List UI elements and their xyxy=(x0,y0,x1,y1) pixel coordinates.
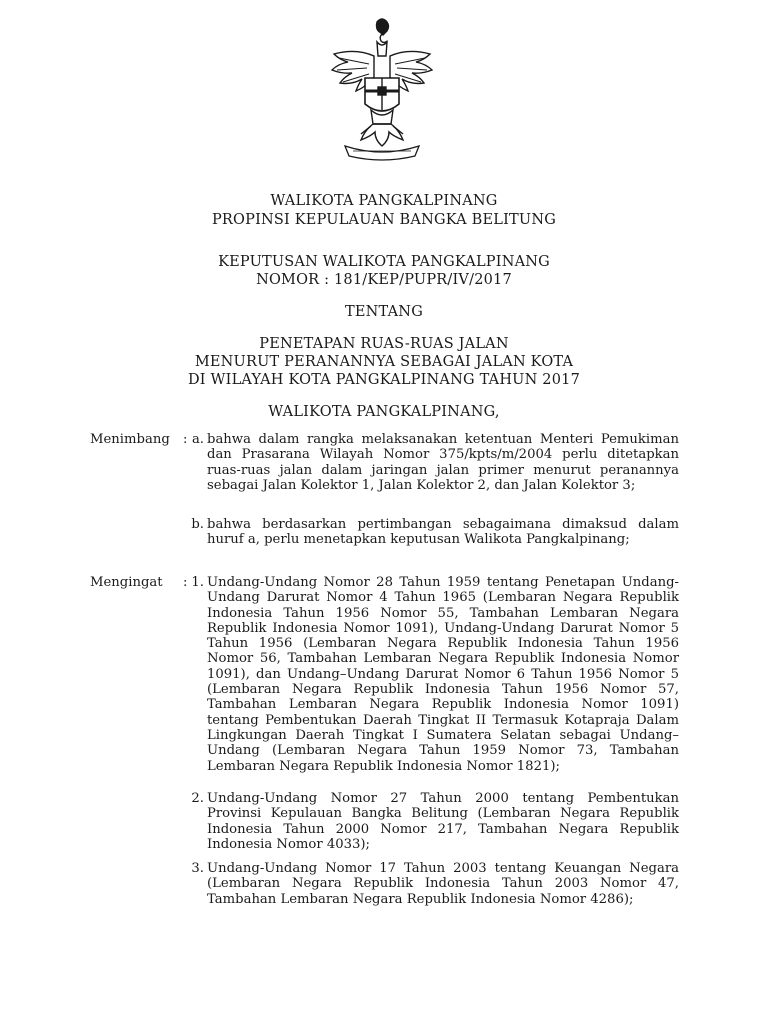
menimbang-item-text: bahwa berdasarkan pertimbangan sebagaimana dimaksud dalam huruf a, perlu menetapkan keputusan Walikota Pangkalpinang; xyxy=(207,517,679,548)
decree-number: NOMOR : 181/KEP/PUPR/IV/2017 xyxy=(256,272,512,288)
mengingat-label: Mengingat xyxy=(90,575,163,590)
menimbang-item-number: b. xyxy=(191,517,204,532)
menimbang-colon: : xyxy=(183,432,188,447)
garuda-emblem-icon xyxy=(327,14,437,174)
mengingat-colon: : xyxy=(183,575,188,590)
subject-line-3: DI WILAYAH KOTA PANGKALPINANG TAHUN 2017 xyxy=(187,372,581,388)
mengingat-item-number: 1. xyxy=(191,575,204,590)
decree-title: KEPUTUSAN WALIKOTA PANGKALPINANG xyxy=(218,254,550,270)
city-title: WALIKOTA PANGKALPINANG xyxy=(270,193,498,209)
subject-line-1: PENETAPAN RUAS-RUAS JALAN xyxy=(259,336,509,352)
issuer-line: WALIKOTA PANGKALPINANG, xyxy=(268,404,500,420)
menimbang-item-number: a. xyxy=(191,432,204,447)
mengingat-item-text: Undang-Undang Nomor 27 Tahun 2000 tentang Pembentukan Provinsi Kepulauan Bangka Belitung (Lembaran Negara Republik Indonesia Tahun 2000 Nomor 217, Tambahan Negara Republik Indonesia Nomor 4033); xyxy=(207,791,679,852)
menimbang-label: Menimbang xyxy=(90,432,170,447)
about-heading: TENTANG xyxy=(345,304,423,320)
subject-line-2: MENURUT PERANANNYA SEBAGAI JALAN KOTA xyxy=(194,354,574,370)
mengingat-item-number: 2. xyxy=(191,791,204,806)
mengingat-item-text: Undang-Undang Nomor 28 Tahun 1959 tentang Penetapan Undang-Undang Darurat Nomor 4 Tahun 1965 (Lembaran Negara Republik Indonesia Tahun 1956 Nomor 55, Tambahan Lembaran Negara Republik Indonesia Nomor 1091), Undang-Undang Darurat Nomor 5 Tahun 1956 (Lembaran Negara Republik Indonesia Tahun 1956 Nomor 56, Tambahan Lembaran Negara Republik Indonesia Nomor 1091), dan Undang–Undang Darurat Nomor 6 Tahun 1956 Nomor 5 (Lembaran Negara Republik Indonesia Tahun 1956 Nomor 57, Tambahan Lembaran Negara Republik Indonesia Nomor 1091) tentang Pembentukan Daerah Tingkat II Termasuk Kotapraja Dalam Lingkungan Daerah Tingkat I Sumatera Selatan sebagai Undang–Undang (Lembaran Negara Tahun 1959 Nomor 73, Tambahan Lembaran Negara Republik Indonesia Nomor 1821); xyxy=(207,575,679,774)
province-title: PROPINSI KEPULAUAN BANGKA BELITUNG xyxy=(211,212,557,228)
mengingat-item-number: 3. xyxy=(191,861,204,876)
menimbang-item-text: bahwa dalam rangka melaksanakan ketentuan Menteri Pemukiman dan Prasarana Wilayah Nomor 375/kpts/m/2004 perlu ditetapkan ruas-ruas jalan dalam jaringan jalan primer menurut peranannya sebagai Jalan Kolektor 1, Jalan Kolektor 2, dan Jalan Kolektor 3; xyxy=(207,432,679,493)
mengingat-item-text: Undang-Undang Nomor 17 Tahun 2003 tentang Keuangan Negara (Lembaran Negara Republik Indonesia Tahun 2003 Nomor 47, Tambahan Lembaran Negara Republik Indonesia Nomor 4286); xyxy=(207,861,679,907)
